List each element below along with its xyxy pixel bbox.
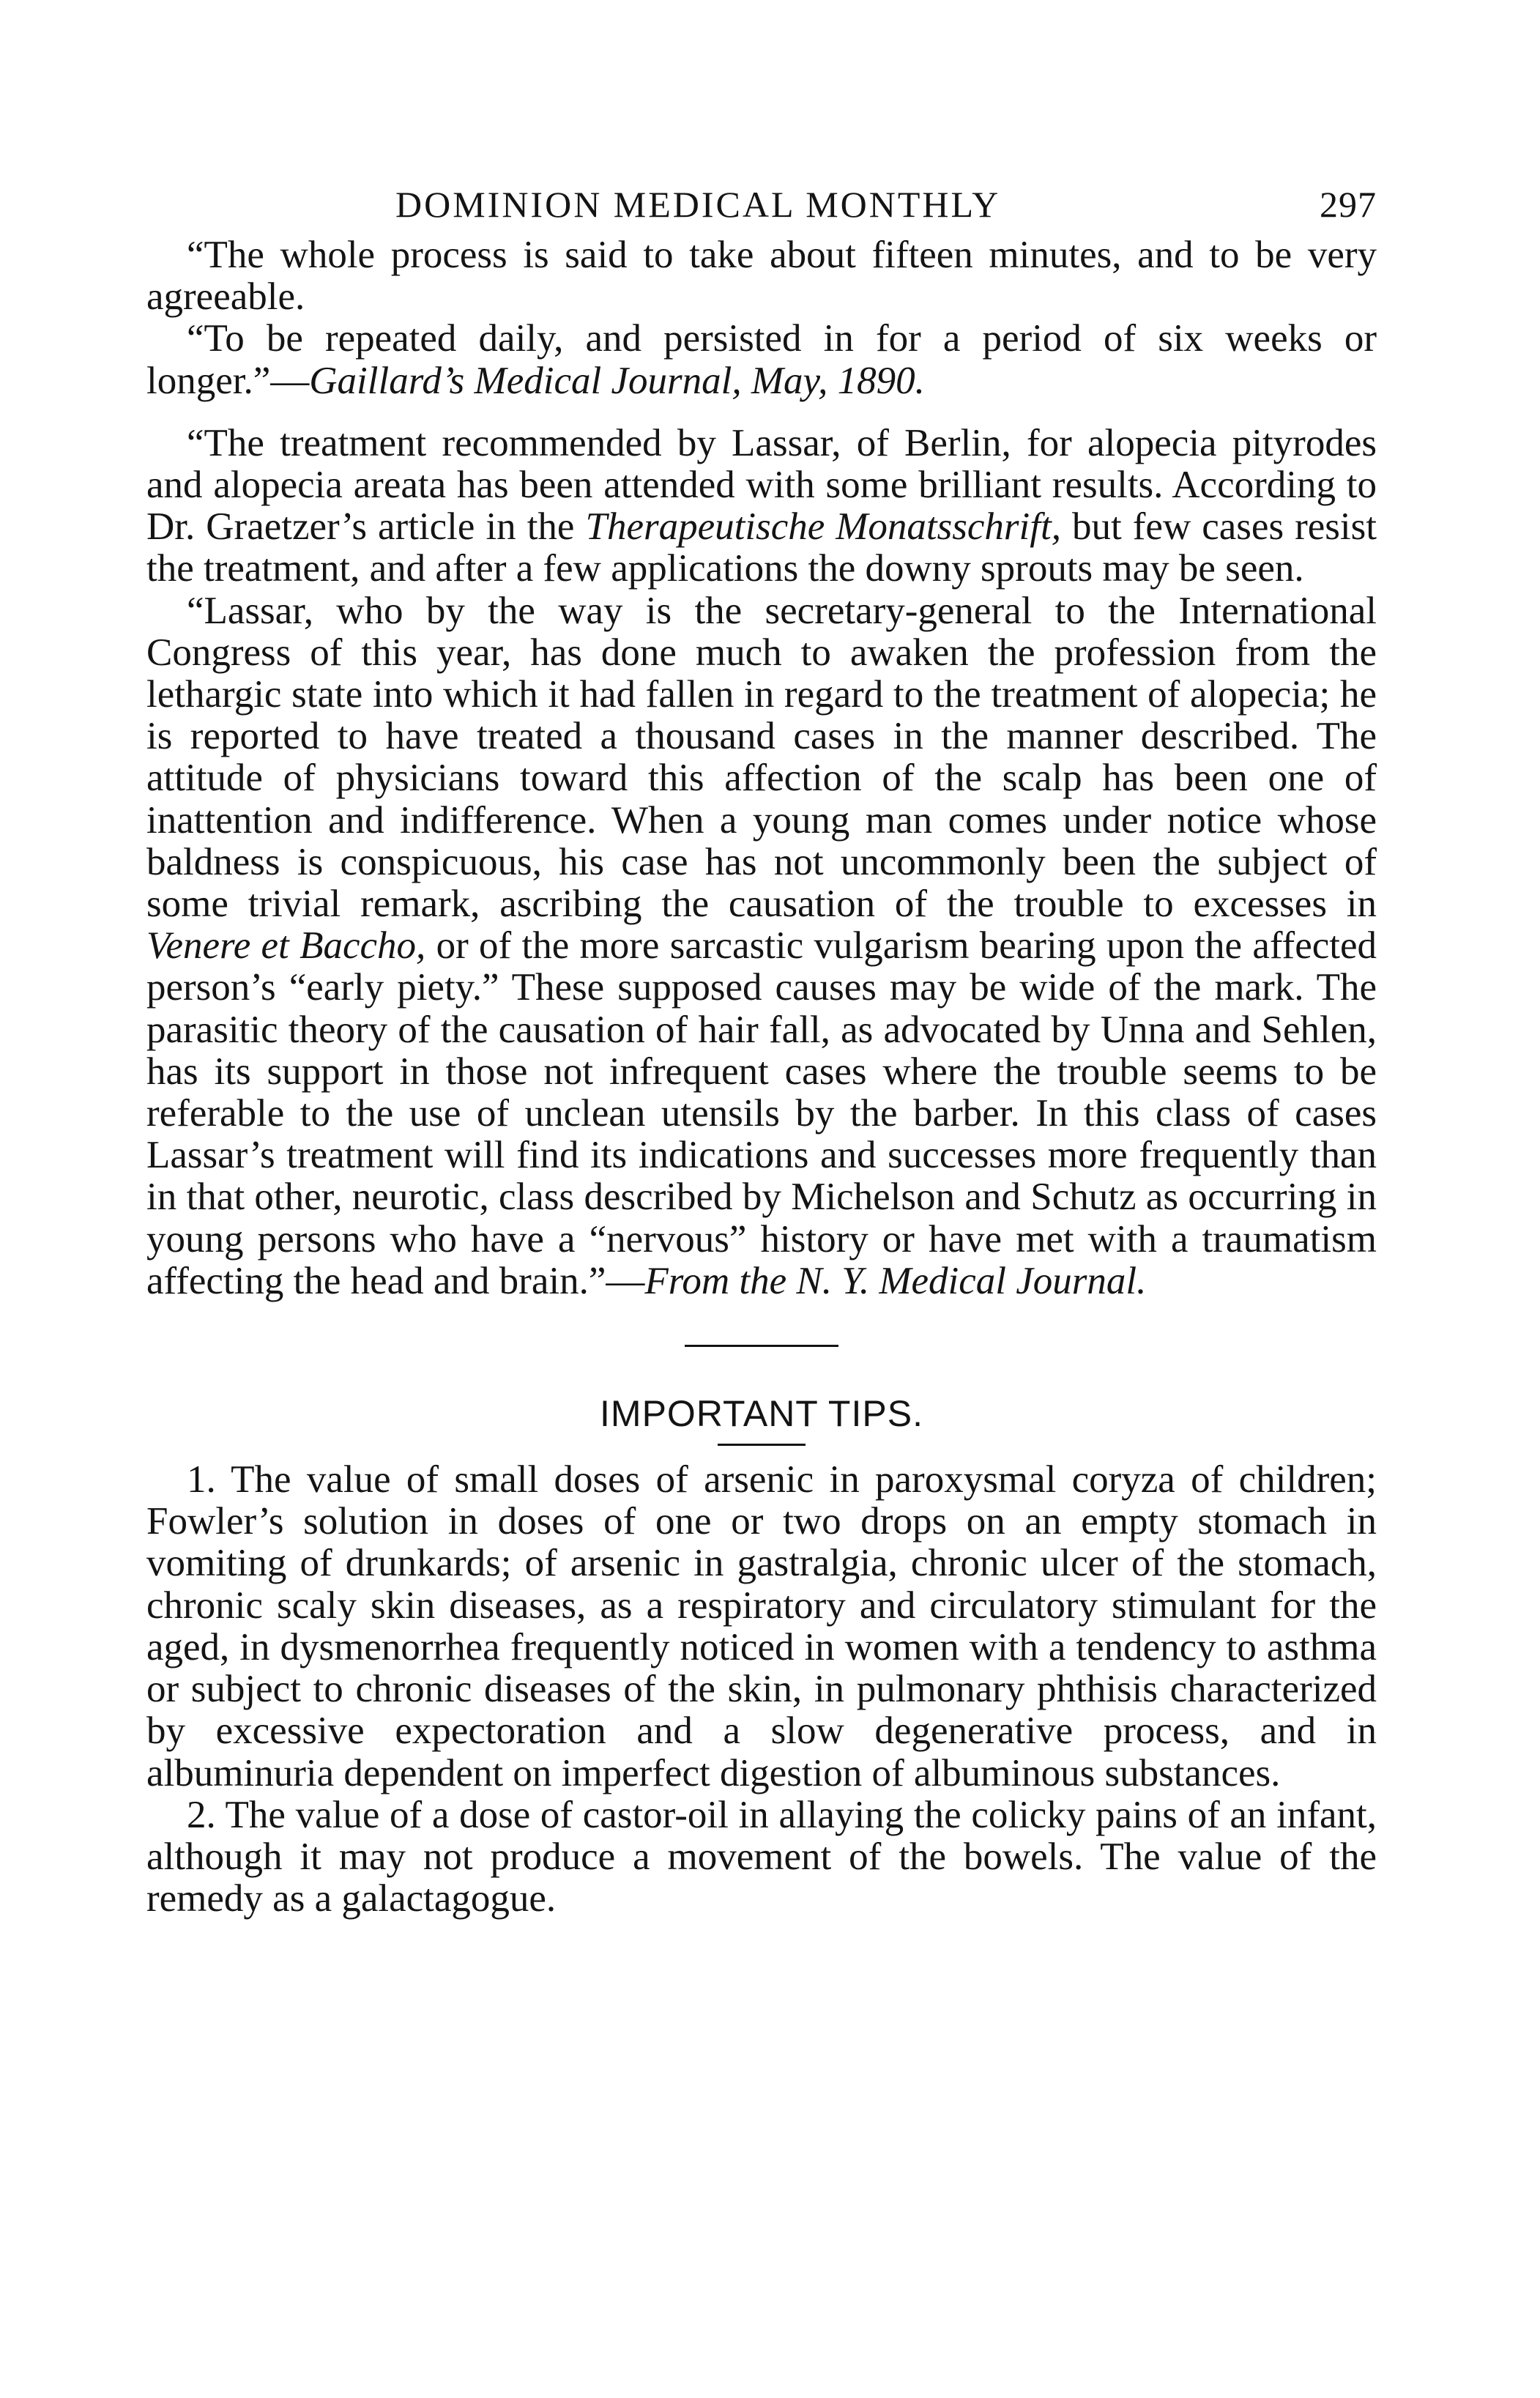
- citation-venere: Venere et Baccho,: [146, 924, 426, 968]
- section-divider: [685, 1345, 838, 1347]
- paragraph-lassar-treatment: [146, 423, 1377, 590]
- citation-therapeutische: Therapeutische Monatsschrift,: [585, 505, 1061, 549]
- paragraph-lassar-congress: [146, 590, 1377, 1302]
- citation-ny-medical-journal: From the N. Y. Medical Journal.: [644, 1259, 1147, 1302]
- running-header: [146, 183, 1377, 234]
- tip-arsenic: [146, 1459, 1377, 1794]
- paragraph-repeated: [146, 318, 1377, 401]
- paragraph-lassar-treatment-text-a: “The treatment recommended by Lassar, of Berlin, for alopecia pityrodes and alopecia areata has been attended with some brilliant results. According to Dr. Graetzer’s article in the: [146, 421, 1377, 549]
- tip-castor-oil: [146, 1794, 1377, 1920]
- paragraph-lassar-congress-text-b: or of the more sarcastic vulgarism bearing upon the affected person’s “early piety.” These supposed causes may be wide of the mark. The parasitic theory of the causation of hair fall, as advocated by Unna and Sehlen, has its support in those not infrequent cases where the trouble seems to be referable to the use of unclean utensils by the barber. In this class of cases Lassar’s treatment will find its indications and successes more frequently than in that other, neurotic, class described by Michelson and Schutz as occurring in young persons who have a “nervous” history or have met with a traumatism affecting the head and brain.”—: [146, 924, 1377, 1302]
- citation-gaillard: Gaillard’s Medical Journal, May, 1890.: [309, 359, 925, 402]
- paragraph-lassar-treatment-text-b: but few cases resist the treatment, and after a few applications the downy sprouts may be seen.: [146, 505, 1377, 590]
- heading-underline: [718, 1444, 806, 1446]
- paragraph-repeated-text: “To be repeated daily, and persisted in for a period of six weeks or longer.”—: [146, 317, 1377, 402]
- paragraph-process-text: “The whole process is said to take about fifteen minutes, and to be very agreeable.: [146, 234, 1377, 319]
- running-title: DOMINION MEDICAL MONTHLY: [395, 184, 1001, 225]
- page-number: 297: [1320, 184, 1377, 225]
- paragraph-process: [146, 234, 1377, 318]
- section-heading: IMPORTANT TIPS.: [600, 1393, 923, 1435]
- paragraph-lassar-congress-text-a: “Lassar, who by the way is the secretary-general to the International Congress of this year, has done much to awaken the profession from the lethargic state into which it had fallen in regard to the treatment of alopecia; he is reported to have treated a thousand cases in the manner described. The attitude of physicians toward this affection of the scalp has been one of inattention and indifference. When a young man comes under notice whose baldness is conspicuous, his case has not uncommonly been the subject of some trivial remark, ascribing the causation of the trouble to excesses in: [146, 589, 1377, 926]
- tip-castor-oil-text: 2. The value of a dose of castor-oil in allaying the colicky pains of an infant, although it may not produce a movement of the bowels. The value of the remedy as a galactagogue.: [146, 1793, 1377, 1920]
- page: [146, 183, 1377, 1920]
- tip-arsenic-text: 1. The value of small doses of arsenic in paroxysmal coryza of children; Fowler’s solution in doses of one or two drops on an empty stomach in vomiting of drunkards; of arsenic in gastralgia, chronic ulcer of the stomach, chronic scaly skin diseases, as a respiratory and circulatory stimulant for the aged, in dysmenorrhea frequently noticed in women with a tendency to asthma or subject to chronic diseases of the skin, in pulmonary phthisis characterized by excessive expectoration and a slow degenerative process, and in albuminuria dependent on imperfect digestion of albuminous substances.: [146, 1458, 1377, 1794]
